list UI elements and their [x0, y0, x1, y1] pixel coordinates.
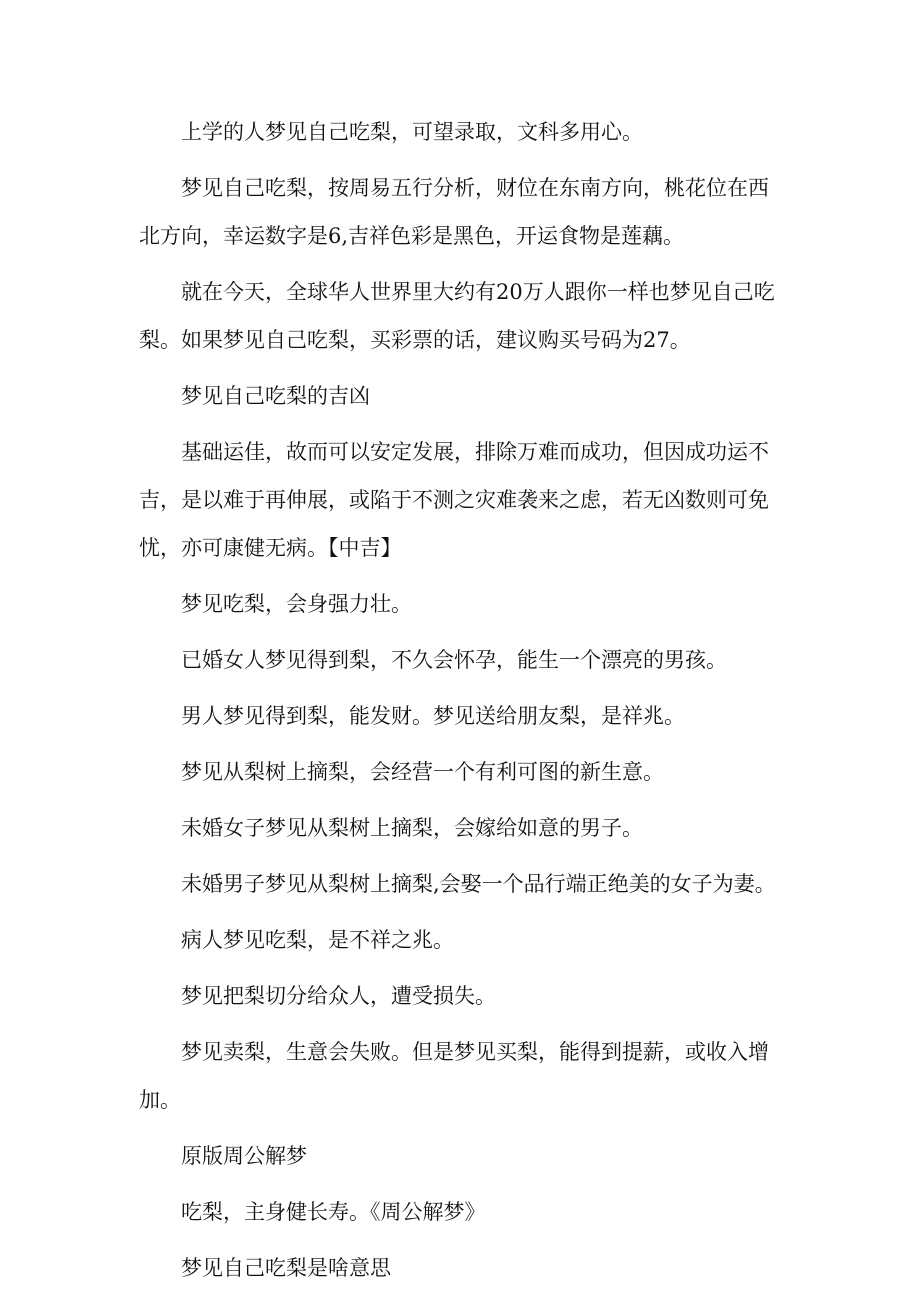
paragraph: 未婚男子梦见从梨树上摘梨,会娶一个品行端正绝美的女子为妻。	[181, 872, 776, 896]
section-heading: 原版周公解梦	[181, 1144, 307, 1168]
section-heading: 梦见自己吃梨是啥意思	[181, 1256, 391, 1280]
document-body	[139, 108, 789, 1300]
paragraph: 已婚女人梦见得到梨，不久会怀孕，能生一个漂亮的男孩。	[181, 648, 727, 672]
paragraph: 梦见从梨树上摘梨，会经营一个有利可图的新生意。	[181, 760, 664, 784]
paragraph: 基础运佳，故而可以安定发展，排除万难而成功，但因成功运不吉，是以难于再伸展，或陷于不测之灾难袭来之虑，若无凶数则可免忧，亦可康健无病。【中吉】	[139, 440, 769, 560]
paragraph: 未婚女子梦见从梨树上摘梨，会嫁给如意的男子。	[181, 816, 643, 840]
paragraph: 梦见把梨切分给众人，遭受损失。	[181, 984, 496, 1008]
paragraph: 梦见卖梨，生意会失败。但是梦见买梨，能得到提薪，或收入增加。	[139, 1040, 769, 1112]
paragraph: 病人梦见吃梨，是不祥之兆。	[181, 928, 454, 952]
paragraph: 梦见自己吃梨，按周易五行分析，财位在东南方向，桃花位在西北方向，幸运数字是6,吉祥色彩是黑色，开运食物是莲藕。	[139, 176, 769, 248]
paragraph: 吃梨，主身健长寿。《周公解梦》	[181, 1200, 486, 1224]
section-heading: 梦见自己吃梨的吉凶	[181, 384, 370, 408]
paragraph: 就在今天，全球华人世界里大约有20万人跟你一样也梦见自己吃梨。如果梦见自己吃梨，买彩票的话，建议购买号码为27。	[139, 280, 775, 352]
paragraph: 男人梦见得到梨，能发财。梦见送给朋友梨，是祥兆。	[181, 704, 685, 728]
paragraph: 梦见吃梨，会身强力壮。	[181, 592, 412, 616]
paragraph: 上学的人梦见自己吃梨，可望录取，文科多用心。	[181, 120, 643, 144]
